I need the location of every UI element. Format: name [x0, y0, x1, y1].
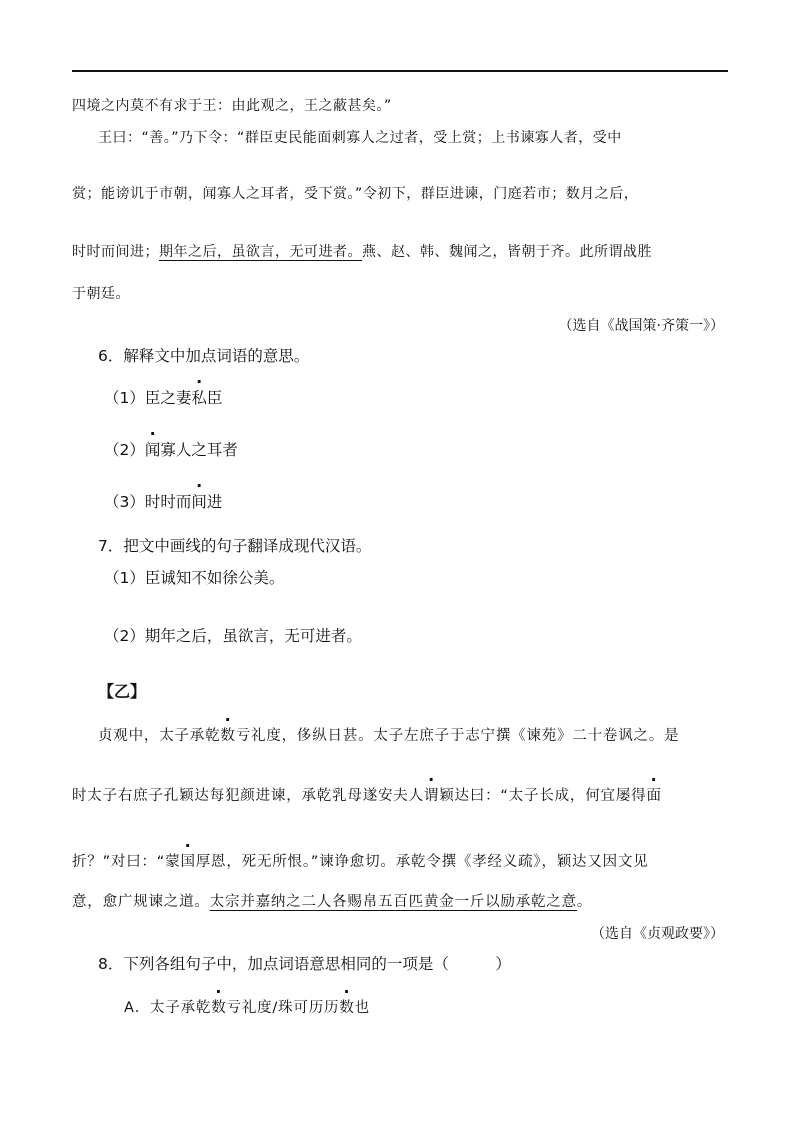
jia-source: （选自《战国策·齐策一》）: [558, 318, 724, 334]
q7-stem: 7．把文中画线的句子翻译成现代汉语。: [98, 537, 372, 555]
q6-item-2: （2）闻寡人之耳者: [104, 441, 238, 459]
yi-line-1: 贞观中，太子承乾数亏礼度，侈纵日甚。太子左庶子于志宁撰《谏苑》二十卷讽之。是: [98, 728, 680, 744]
q8-stem: 8．下列各组句子中，加点词语意思相同的一项是（ ）: [98, 955, 511, 973]
underlined-sentence-yi: 太宗并嘉纳之二人各赐帛五百匹黄金一斤以励承乾之意: [209, 894, 577, 910]
dotted-char: 间: [191, 493, 207, 511]
yi-source: （选自《贞观政要》）: [591, 926, 724, 942]
q7-item-1: （1）臣诚知不如徐公美。: [104, 569, 285, 587]
dotted-char: 数: [220, 728, 236, 744]
jia-line-1: 四境之内莫不有求于王：由此观之，王之蔽甚矣。”: [72, 98, 392, 114]
dotted-char: 数: [211, 1000, 227, 1016]
dotted-char: 国: [180, 854, 196, 870]
jia-line-4: 时时而间进；期年之后，虽欲言，无可进者。燕、赵、韩、魏闻之，皆朝于齐。此所谓战胜: [72, 244, 652, 260]
q6-stem: 6．解释文中加点词语的意思。: [98, 347, 310, 365]
jia-line-3: 赏；能谤讥于市朝，闻寡人之耳者，受下赏。”令初下，群臣进谏，门庭若市；数月之后，: [72, 186, 639, 202]
q8-option-a: A．太子承乾数亏礼度/珠可历历数也: [124, 1000, 370, 1016]
header-rule: [72, 70, 728, 72]
jia-line-5: 于朝廷。: [72, 286, 130, 302]
dotted-char: 面: [646, 788, 662, 804]
q6-item-1: （1）臣之妻私臣: [104, 389, 223, 407]
yi-line-4: 意，愈广规谏之道。太宗并嘉纳之二人各赐帛五百匹黄金一斤以励承乾之意。: [72, 894, 593, 910]
q6-item-3: （3）时时而间进: [104, 493, 223, 511]
underlined-sentence-jia: 期年之后，虽欲言，无可进者。: [159, 244, 362, 260]
dotted-char: 数: [339, 1000, 355, 1016]
yi-heading: 【乙】: [98, 682, 147, 701]
yi-line-2: 时太子右庶子孔颖达每犯颜进谏，承乾乳母遂安夫人谓颖达曰：“太子长成，何宜屡得面: [72, 788, 662, 804]
dotted-char: 谓: [423, 788, 440, 804]
dotted-char: 闻: [144, 441, 161, 459]
yi-line-3: 折？”对曰：“蒙国厚恩，死无所恨。”谏诤愈切。承乾令撰《孝经义疏》，颖达又因文见: [72, 854, 649, 870]
dotted-char: 私: [191, 389, 207, 407]
jia-line-2: 王曰：“善。”乃下令：“群臣吏民能面刺寡人之过者，受上赏；上书谏寡人者，受中: [98, 130, 622, 146]
q7-item-2: （2）期年之后，虽欲言，无可进者。: [104, 627, 362, 645]
